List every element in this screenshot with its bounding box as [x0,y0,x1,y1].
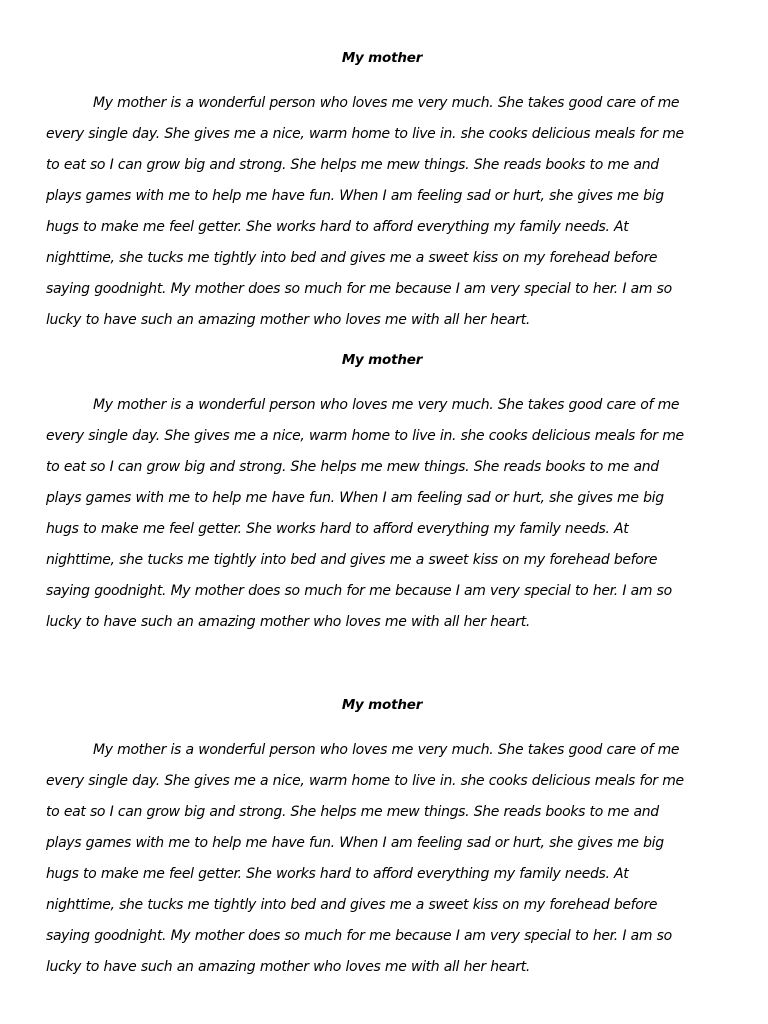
paragraph-line: hugs to make me feel getter. She works hard to afford everything my family needs. At [46,866,629,882]
paragraph-line: every single day. She gives me a nice, warm home to live in. she cooks delicious meals for me [46,773,684,789]
essay-paragraph [46,390,718,638]
paragraph-line: to eat so I can grow big and strong. She helps me mew things. She reads books to me and [46,804,659,820]
paragraph-line: plays games with me to help me have fun. When I am feeling sad or hurt, she gives me big [46,188,664,204]
essay-section-3 [46,693,718,983]
paragraph-line: lucky to have such an amazing mother who loves me with all her heart. [46,959,530,975]
essay-paragraph [46,735,718,983]
paragraph-line: lucky to have such an amazing mother who loves me with all her heart. [46,614,530,630]
paragraph-line: plays games with me to help me have fun. When I am feeling sad or hurt, she gives me big [46,835,664,851]
paragraph-line: lucky to have such an amazing mother who loves me with all her heart. [46,312,530,328]
paragraph-line: plays games with me to help me have fun. When I am feeling sad or hurt, she gives me big [46,490,664,506]
essay-section-2 [46,348,718,638]
paragraph-line: saying goodnight. My mother does so much for me because I am very special to her. I am so [46,281,672,297]
essay-section-1 [46,46,718,336]
paragraph-line: nighttime, she tucks me tightly into bed and gives me a sweet kiss on my forehead before [46,552,658,568]
paragraph-line: My mother is a wonderful person who loves me very much. She takes good care of me [93,742,680,758]
paragraph-line: saying goodnight. My mother does so much for me because I am very special to her. I am so [46,583,672,599]
essay-title: My mother [341,50,423,66]
paragraph-line: hugs to make me feel getter. She works hard to afford everything my family needs. At [46,219,629,235]
paragraph-line: My mother is a wonderful person who loves me very much. She takes good care of me [93,397,680,413]
paragraph-line: hugs to make me feel getter. She works hard to afford everything my family needs. At [46,521,629,537]
paragraph-line: to eat so I can grow big and strong. She helps me mew things. She reads books to me and [46,157,659,173]
essay-title: My mother [341,352,423,368]
essay-paragraph [46,88,718,336]
paragraph-line: nighttime, she tucks me tightly into bed and gives me a sweet kiss on my forehead before [46,897,658,913]
paragraph-line: My mother is a wonderful person who loves me very much. She takes good care of me [93,95,680,111]
paragraph-line: nighttime, she tucks me tightly into bed and gives me a sweet kiss on my forehead before [46,250,658,266]
paragraph-line: saying goodnight. My mother does so much for me because I am very special to her. I am so [46,928,672,944]
paragraph-line: to eat so I can grow big and strong. She helps me mew things. She reads books to me and [46,459,659,475]
paragraph-line: every single day. She gives me a nice, warm home to live in. she cooks delicious meals for me [46,428,684,444]
essay-title: My mother [341,697,423,713]
paragraph-line: every single day. She gives me a nice, warm home to live in. she cooks delicious meals for me [46,126,684,142]
